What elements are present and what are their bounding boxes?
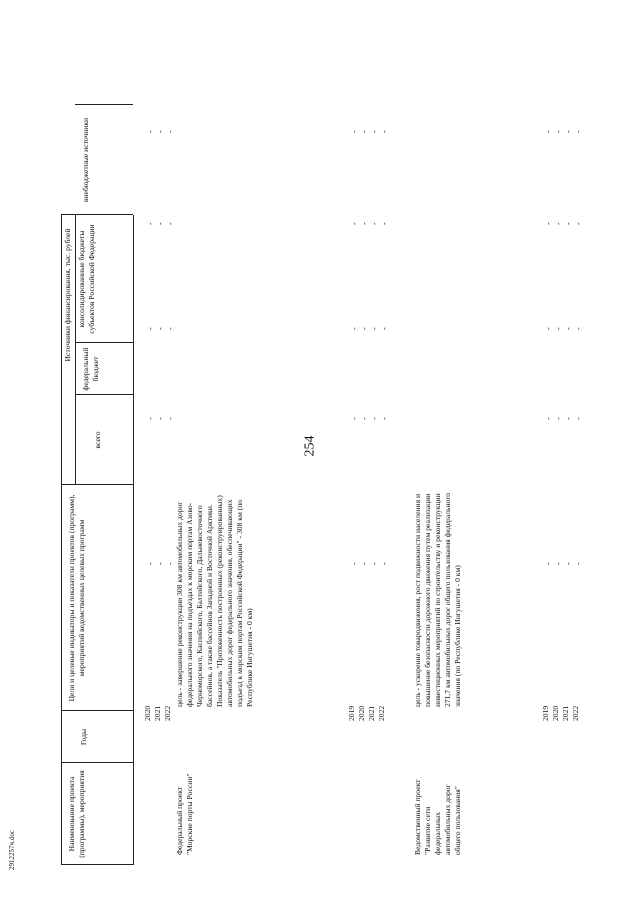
- g2-dash: -: [564, 417, 573, 420]
- g2-dash: -: [554, 222, 563, 225]
- g1-dash: -: [360, 130, 369, 133]
- page-number: 254: [302, 435, 318, 457]
- g0-dash: -: [146, 222, 155, 225]
- g0-dash: -: [146, 130, 155, 133]
- sources-title-rule: [75, 215, 76, 485]
- g1-dash: -: [370, 562, 379, 565]
- g2-dash: -: [544, 562, 553, 565]
- header-name: Наименование проекта (программы), мероприятия: [67, 770, 86, 858]
- g1-dash: -: [360, 562, 369, 565]
- rotated-table: [47, 45, 587, 885]
- g0-dash: -: [156, 562, 165, 565]
- header-regional: консолидированные бюджеты субъектов Российской Федерации: [77, 224, 96, 334]
- g0-year-2021: 2021: [153, 705, 162, 721]
- g1-dash: -: [350, 327, 359, 330]
- header-sources: Источники финансирования, тыс. рублей: [63, 228, 72, 362]
- g2-dash: -: [554, 562, 563, 565]
- g2-dash: -: [564, 130, 573, 133]
- g2-dash: -: [544, 417, 553, 420]
- g1-dash: -: [370, 222, 379, 225]
- g2-dash: -: [554, 130, 563, 133]
- g0-dash: -: [166, 562, 175, 565]
- g1-dash: -: [380, 417, 389, 420]
- header-years: Годы: [79, 728, 88, 746]
- g1-dash: -: [360, 417, 369, 420]
- g0-dash: -: [166, 417, 175, 420]
- g1-dash: -: [370, 327, 379, 330]
- g2-dash: -: [564, 222, 573, 225]
- g1-dash: -: [360, 327, 369, 330]
- g2-year-2020: 2020: [551, 705, 560, 721]
- g0-dash: -: [146, 327, 155, 330]
- g2-dash: -: [564, 327, 573, 330]
- g1-year-2022: 2022: [377, 705, 386, 721]
- g0-dash: -: [156, 222, 165, 225]
- g2-dash: -: [574, 327, 583, 330]
- g0-year-2020: 2020: [143, 705, 152, 721]
- header-bottom-rule: [133, 215, 134, 865]
- g2-year-2019: 2019: [541, 705, 550, 721]
- g1-dash: -: [350, 130, 359, 133]
- g1-dash: -: [380, 130, 389, 133]
- g2-name: Ведомственный проект "Развитие сети федеральных автомобильных дорог общего пользования": [413, 779, 462, 855]
- g2-dash: -: [544, 222, 553, 225]
- g0-dash: -: [166, 327, 175, 330]
- g2-dash: -: [564, 562, 573, 565]
- g1-goal: цель - завершение реконструкции 308 км автомобильных дорог федерального значения на подъездах к морским портам Азово-Черноморского, Каспийского, Балтийского, Дальневосточного бассейнов, а также бассейнов Западной и Восточной Арктики. Показатель "Протяженность построенных (реконструированных) автомобильных дорог федерального значения, обеспечивающих подъезд к морским портам Российской Федерации" - 308 км (по Республике Ингушетия - 0 км): [175, 495, 254, 707]
- g2-dash: -: [574, 130, 583, 133]
- g1-year-2019: 2019: [347, 705, 356, 721]
- col-rule-5: [75, 394, 133, 395]
- file-name: 2912257ч.doc: [7, 830, 16, 870]
- col-rule-2: [61, 762, 133, 763]
- g1-dash: -: [380, 222, 389, 225]
- col-rule-6: [75, 342, 133, 343]
- g1-dash: -: [380, 562, 389, 565]
- g1-dash: -: [380, 327, 389, 330]
- col-rule-1: [61, 864, 133, 865]
- g0-dash: -: [156, 417, 165, 420]
- g2-dash: -: [544, 130, 553, 133]
- header-total: всего: [93, 431, 102, 449]
- g0-dash: -: [146, 417, 155, 420]
- g1-dash: -: [370, 130, 379, 133]
- col-rule-8: [75, 104, 133, 105]
- header-extra: внебюджетные источники: [81, 117, 90, 203]
- g2-dash: -: [574, 562, 583, 565]
- g1-dash: -: [370, 417, 379, 420]
- g2-goal: цель - ускорение товародвижения, рост подвижности населения и повышение безопасности дорожного движения путем реализации инвестиционных мероприятий по строительству и реконструкции 271,7 км автомобильных дорог общего пользования федерального значения (по Республике Ингушетия - 0 км): [413, 492, 462, 707]
- g1-year-2020: 2020: [357, 705, 366, 721]
- col-rule-3: [61, 710, 133, 711]
- table-top-rule: [61, 215, 62, 865]
- g2-dash: -: [574, 222, 583, 225]
- g1-dash: -: [360, 222, 369, 225]
- g2-year-2021: 2021: [561, 705, 570, 721]
- g0-year-2022: 2022: [163, 705, 172, 721]
- g0-dash: -: [156, 130, 165, 133]
- g2-dash: -: [574, 417, 583, 420]
- header-goals: Цели и целевые индикаторы и показатели проектов (программ), мероприятий ведомственных целевых программ: [67, 494, 86, 702]
- g1-name: Федеральный проект "Морские порты России": [175, 773, 194, 855]
- g1-year-2021: 2021: [367, 705, 376, 721]
- g1-dash: -: [350, 222, 359, 225]
- g2-dash: -: [554, 327, 563, 330]
- g2-dash: -: [554, 417, 563, 420]
- g0-dash: -: [166, 130, 175, 133]
- header-federal: федеральный бюджет: [81, 347, 100, 391]
- g0-dash: -: [166, 222, 175, 225]
- g0-dash: -: [146, 562, 155, 565]
- g0-dash: -: [156, 327, 165, 330]
- g1-dash: -: [350, 562, 359, 565]
- g2-year-2022: 2022: [571, 705, 580, 721]
- g2-dash: -: [544, 327, 553, 330]
- g1-dash: -: [350, 417, 359, 420]
